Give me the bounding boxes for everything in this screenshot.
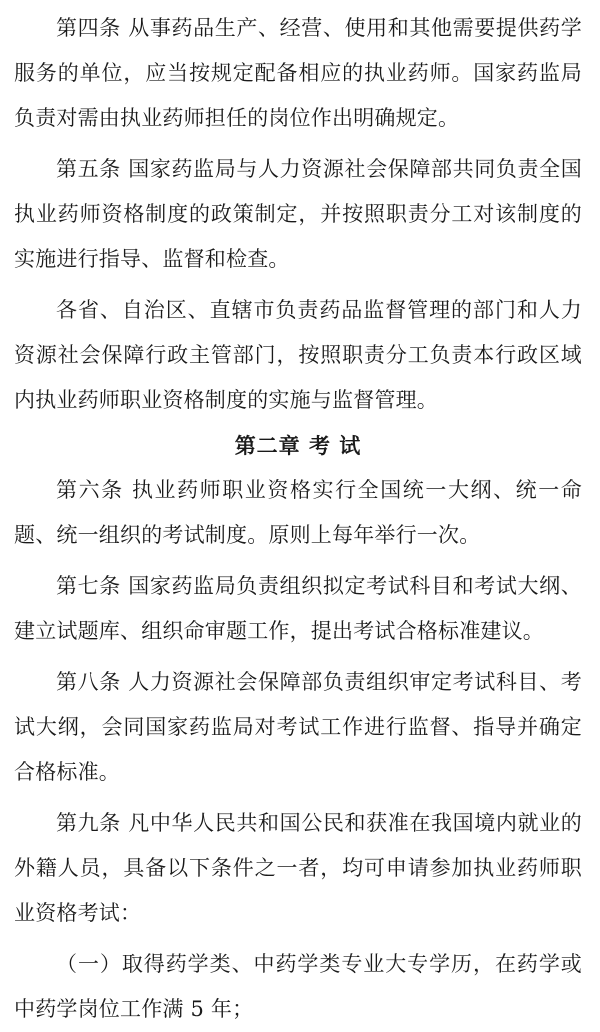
article-8-paragraph: 第八条 人力资源社会保障部负责组织审定考试科目、考试大纲，会同国家药监局对考试工作进行监督、指导并确定合格标准。 [14,670,582,784]
chapter-title: 第二章 考 试 [234,433,362,458]
article-5-provincial-paragraph: 各省、自治区、直辖市负责药品监督管理的部门和人力资源社会保障行政主管部门，按照职责分工负责本行政区域内执业药师职业资格制度的实施与监督管理。 [14,298,582,412]
article-6-paragraph: 第六条 执业药师职业资格实行全国统一大纲、统一命题、统一组织的考试制度。原则上每年举行一次。 [14,478,582,547]
article-5-paragraph: 第五条 国家药监局与人力资源社会保障部共同负责全国执业药师资格制度的政策制定，并按照职责分工对该制度的实施进行指导、监督和检查。 [14,157,582,271]
article-4-paragraph: 第四条 从事药品生产、经营、使用和其他需要提供药学服务的单位，应当按规定配备相应的执业药师。国家药监局负责对需由执业药师担任的岗位作出明确规定。 [14,16,582,130]
article-9-paragraph: 第九条 凡中华人民共和国公民和获准在我国境内就业的外籍人员，具备以下条件之一者，均可申请参加执业药师职业资格考试： [14,811,582,925]
article-7-paragraph: 第七条 国家药监局负责组织拟定考试科目和考试大纲、建立试题库、组织命审题工作，提出考试合格标准建议。 [14,574,582,643]
article-9-item-1-paragraph: （一）取得药学类、中药学类专业大专学历，在药学或中药学岗位工作满 5 年； [14,952,582,1021]
